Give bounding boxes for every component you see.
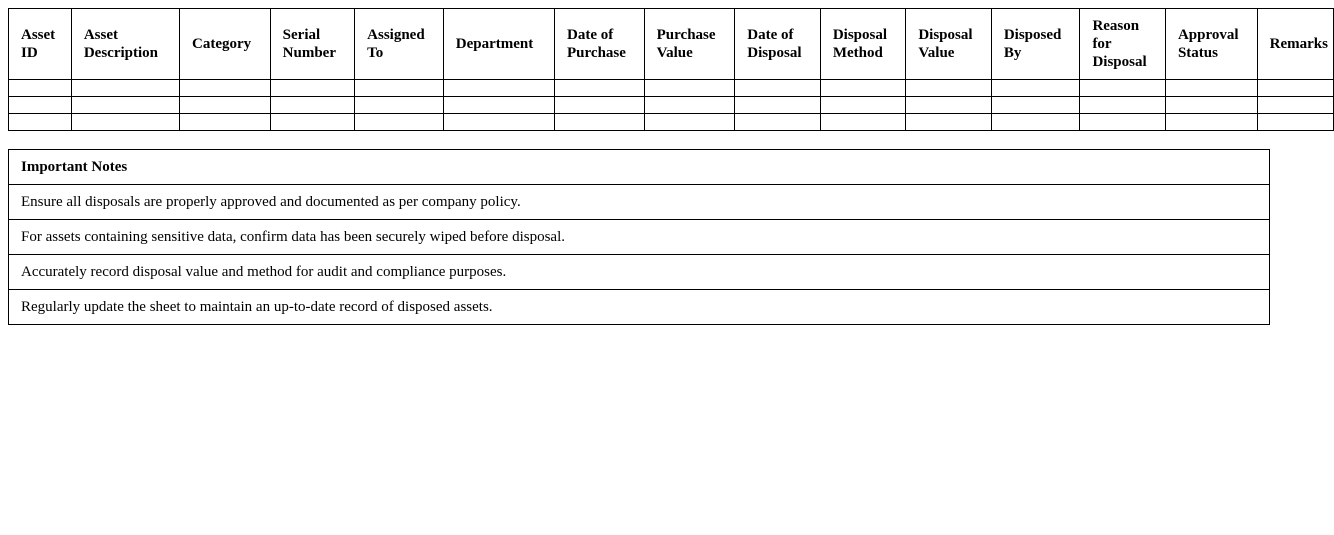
table-cell — [443, 114, 554, 131]
table-cell — [443, 80, 554, 97]
column-header-department: Department — [443, 9, 554, 80]
asset-disposal-table — [8, 8, 1334, 131]
table-cell — [644, 97, 735, 114]
table-cell — [991, 97, 1080, 114]
column-header-approval-status: Approval Status — [1165, 9, 1257, 80]
table-cell — [555, 114, 645, 131]
column-header-disposal-value: Disposal Value — [906, 9, 992, 80]
table-cell — [71, 114, 179, 131]
table-cell — [71, 80, 179, 97]
table-cell — [443, 97, 554, 114]
table-cell — [9, 97, 72, 114]
table-cell — [906, 80, 992, 97]
column-header-assigned-to: Assigned To — [355, 9, 444, 80]
column-header-remarks: Remarks — [1257, 9, 1333, 80]
table-row — [9, 114, 1334, 131]
table-cell — [270, 80, 354, 97]
note-row — [9, 290, 1270, 325]
table-cell — [555, 80, 645, 97]
column-header-serial-number: Serial Number — [270, 9, 354, 80]
table-cell — [1165, 114, 1257, 131]
notes-title: Important Notes — [9, 150, 1270, 185]
table-cell — [355, 97, 444, 114]
column-header-asset-id: Asset ID — [9, 9, 72, 80]
table-cell — [355, 114, 444, 131]
column-header-category: Category — [180, 9, 271, 80]
table-cell — [820, 97, 906, 114]
column-header-purchase-value: Purchase Value — [644, 9, 735, 80]
table-cell — [906, 97, 992, 114]
note-item: Accurately record disposal value and method for audit and compliance purposes. — [9, 255, 1270, 290]
table-cell — [1080, 114, 1166, 131]
note-row — [9, 220, 1270, 255]
table-cell — [735, 80, 821, 97]
table-cell — [735, 114, 821, 131]
table-cell — [1165, 97, 1257, 114]
column-header-date-of-purchase: Date of Purchase — [555, 9, 645, 80]
column-header-reason-for-disposal: Reason for Disposal — [1080, 9, 1166, 80]
table-cell — [820, 80, 906, 97]
important-notes-table — [8, 149, 1270, 325]
column-header-disposal-method: Disposal Method — [820, 9, 906, 80]
note-item: For assets containing sensitive data, confirm data has been securely wiped before disposal. — [9, 220, 1270, 255]
note-item: Regularly update the sheet to maintain an up-to-date record of disposed assets. — [9, 290, 1270, 325]
column-header-date-of-disposal: Date of Disposal — [735, 9, 821, 80]
table-cell — [1257, 80, 1333, 97]
notes-title-row — [9, 150, 1270, 185]
table-cell — [9, 80, 72, 97]
note-row — [9, 255, 1270, 290]
table-cell — [1257, 114, 1333, 131]
table-cell — [9, 114, 72, 131]
table-cell — [1165, 80, 1257, 97]
table-cell — [1080, 80, 1166, 97]
column-header-disposed-by: Disposed By — [991, 9, 1080, 80]
table-cell — [270, 97, 354, 114]
table-row — [9, 97, 1334, 114]
table-cell — [991, 114, 1080, 131]
table-header-row — [9, 9, 1334, 80]
note-item: Ensure all disposals are properly approved and documented as per company policy. — [9, 185, 1270, 220]
table-cell — [735, 97, 821, 114]
table-cell — [1257, 97, 1333, 114]
table-cell — [270, 114, 354, 131]
table-cell — [991, 80, 1080, 97]
note-row — [9, 185, 1270, 220]
table-cell — [906, 114, 992, 131]
table-cell — [644, 80, 735, 97]
table-body — [9, 80, 1334, 131]
table-cell — [555, 97, 645, 114]
table-cell — [644, 114, 735, 131]
table-cell — [820, 114, 906, 131]
table-cell — [355, 80, 444, 97]
table-cell — [1080, 97, 1166, 114]
table-row — [9, 80, 1334, 97]
table-cell — [180, 80, 271, 97]
table-cell — [180, 97, 271, 114]
table-cell — [180, 114, 271, 131]
column-header-asset-description: Asset Description — [71, 9, 179, 80]
table-cell — [71, 97, 179, 114]
